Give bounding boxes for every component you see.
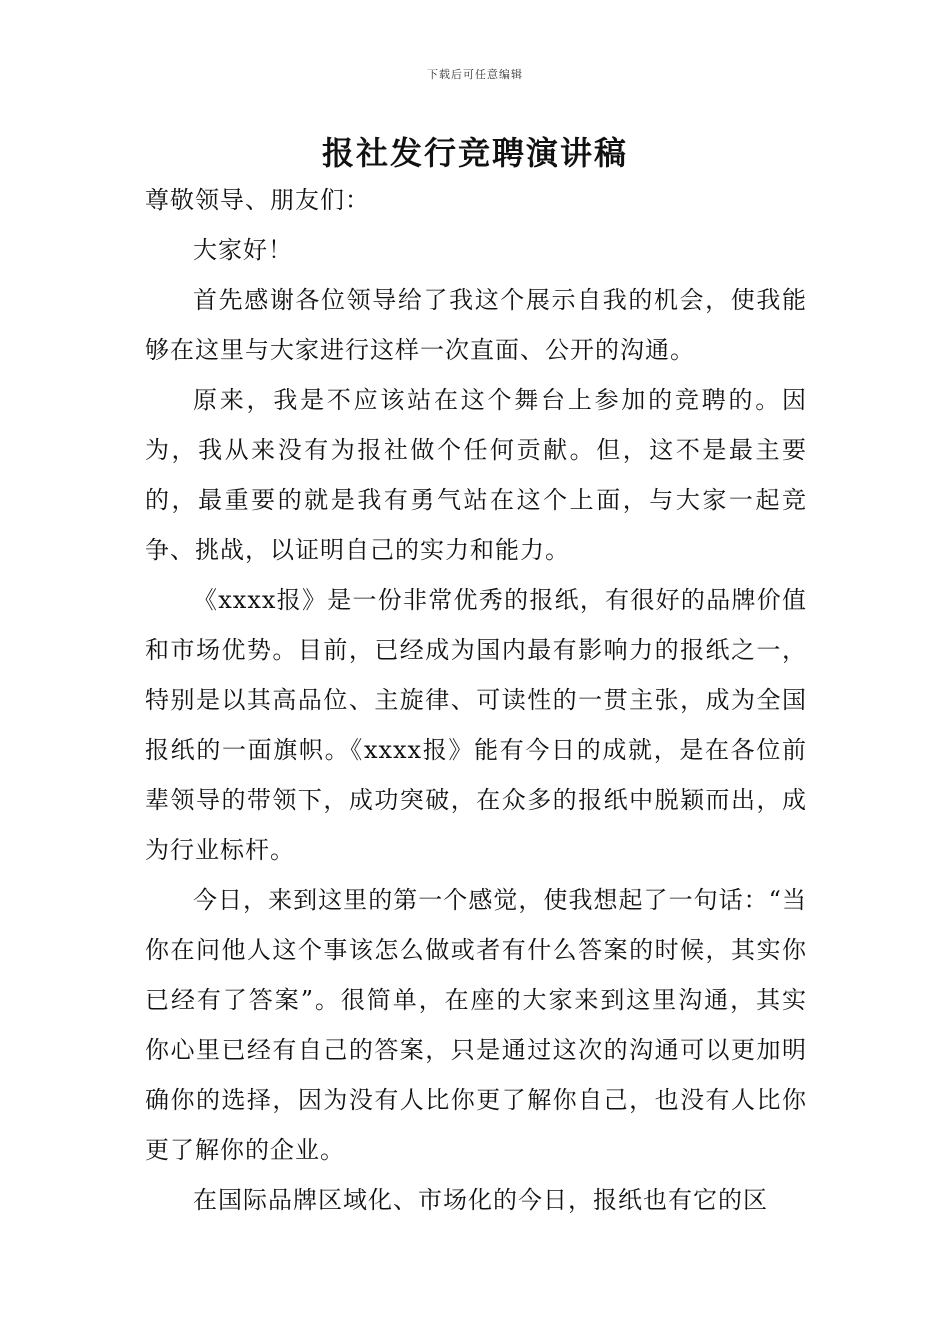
paragraph-background: 原来，我是不应该站在这个舞台上参加的竞聘的。因为，我从来没有为报社做个任何贡献。但，这不是最主要的，最重要的就是我有勇气站在这个上面，与大家一起竞争、挑战，以证明自己的实力和能力。 (145, 386, 807, 564)
header-note: 下载后可任意编辑 (427, 68, 523, 81)
paragraph-newspaper: 《xxxx报》是一份非常优秀的报纸，有很好的品牌价值和市场优势。目前，已经成为国内最有影响力的报纸之一，特别是以其高品位、主旋律、可读性的一贯主张，成为全国报纸的一面旗帜。《xxxx报》能有今日的成就，是在各位前辈领导的带领下，成功突破，在众多的报纸中脱颖而出，成为行业标杆。 (145, 586, 807, 864)
document-body (145, 175, 807, 1225)
document-title: 报社发行竞聘演讲稿 (321, 134, 628, 172)
salutation: 尊敬领导、朋友们： (145, 186, 370, 214)
paragraph-thanks: 首先感谢各位领导给了我这个展示自我的机会，使我能够在这里与大家进行这样一次直面、公开的沟通。 (145, 286, 807, 364)
paragraph-market: 在国际品牌区域化、市场化的今日，报纸也有它的区 (193, 1186, 768, 1214)
paragraph-impression: 今日，来到这里的第一个感觉，使我想起了一句话：“当你在问他人这个事该怎么做或者有什么答案的时候，其实你已经有了答案”。很简单，在座的大家来到这里沟通，其实你心里已经有自己的答案，只是通过这次的沟通可以更加明确你的选择，因为没有人比你更了解你自己，也没有人比你更了解你的企业。 (145, 886, 807, 1164)
paragraph-greeting: 大家好！ (193, 236, 293, 264)
